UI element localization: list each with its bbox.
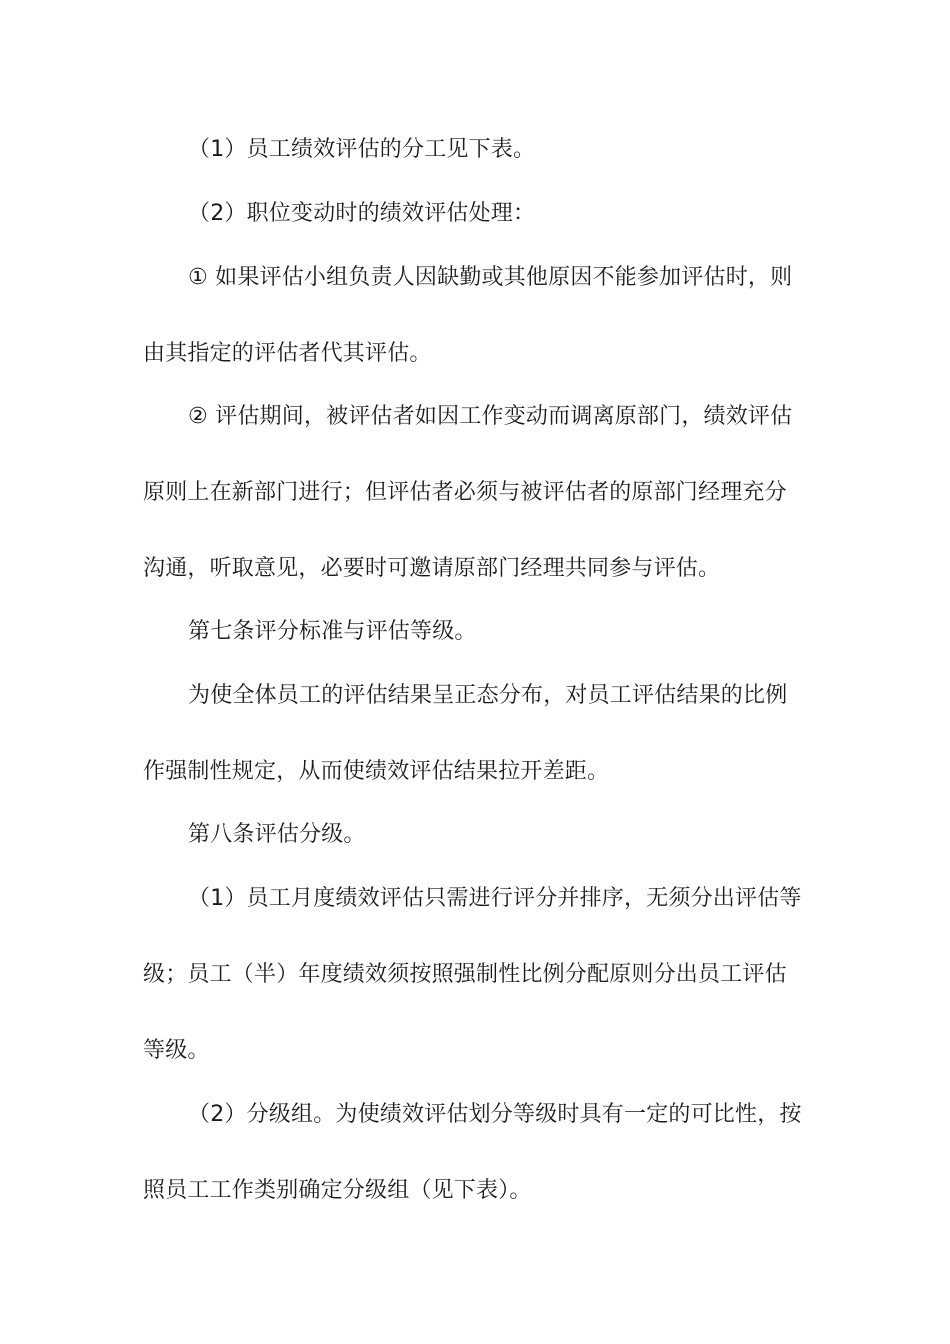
- text-line: 第八条评估分级。: [188, 822, 366, 847]
- text-line: ① 如果评估小组负责人因缺勤或其他原因不能参加评估时，则: [188, 265, 793, 290]
- text-line: 第七条评分标准与评估等级。: [188, 619, 477, 644]
- text-line: 为使全体员工的评估结果呈正态分布，对员工评估结果的比例: [188, 683, 788, 708]
- text-line: （2）分级组。为使绩效评估划分等级时具有一定的可比性，按: [188, 1102, 802, 1127]
- text-line: （1）员工绩效评估的分工见下表。: [188, 137, 536, 162]
- text-line: （1）员工月度绩效评估只需进行评分并排序，无须分出评估等: [188, 886, 802, 911]
- text-line: 原则上在新部门进行；但评估者必须与被评估者的原部门经理充分: [143, 480, 787, 505]
- text-line: 级；员工（半）年度绩效须按照强制性比例分配原则分出员工评估: [143, 962, 787, 987]
- text-line: 由其指定的评估者代其评估。: [143, 341, 432, 366]
- text-line: （2）职位变动时的绩效评估处理：: [188, 201, 536, 226]
- text-line: ② 评估期间，被评估者如因工作变动而调离原部门，绩效评估: [188, 404, 793, 429]
- text-line: 照员工工作类别确定分级组（见下表）。: [143, 1178, 532, 1203]
- text-line: 沟通，听取意见，必要时可邀请原部门经理共同参与评估。: [143, 556, 721, 581]
- text-line: 等级。: [143, 1038, 210, 1063]
- text-line: 作强制性规定，从而使绩效评估结果拉开差距。: [143, 759, 610, 784]
